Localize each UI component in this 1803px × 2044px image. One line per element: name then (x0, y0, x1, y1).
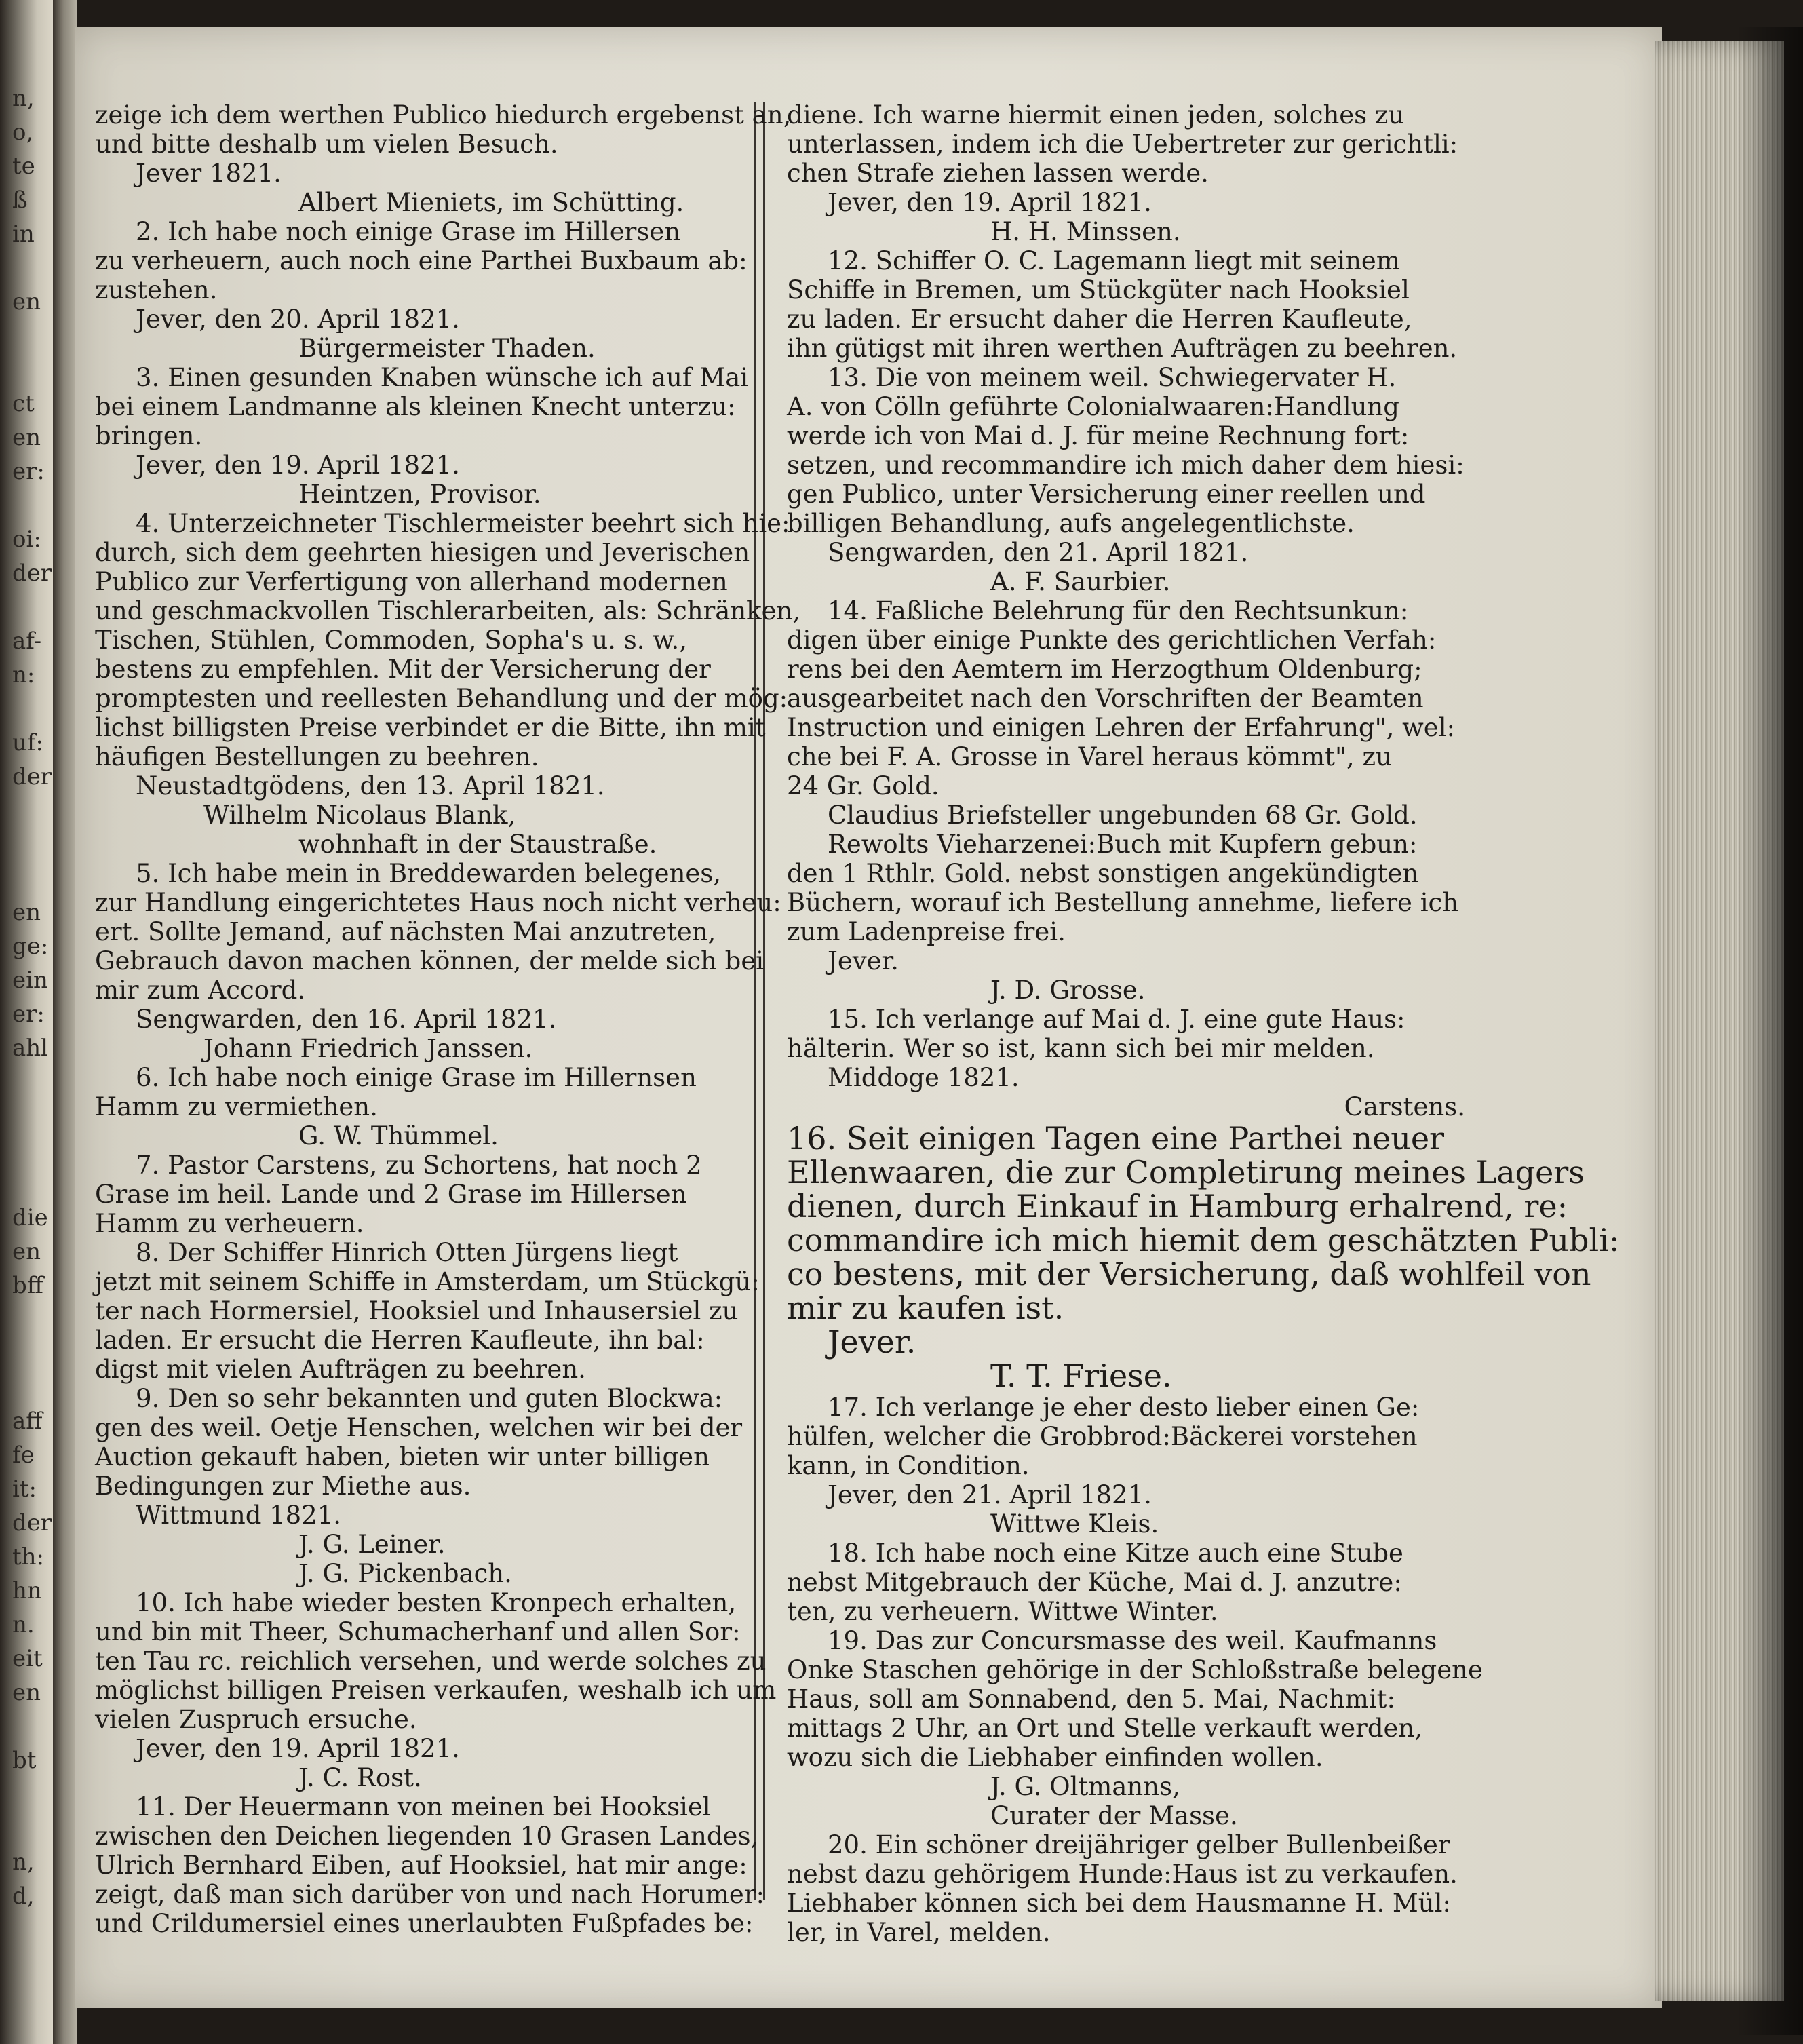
text-line: Jever. (828, 946, 899, 976)
edge-fragment (12, 1133, 53, 1167)
text-line: Albert Mieniets, im Schütting. (298, 188, 684, 217)
text-line: Jever, den 19. April 1821. (828, 188, 1152, 217)
text-line: bringen. (95, 421, 203, 450)
text-line: Bedingungen zur Miethe aus. (95, 1471, 471, 1501)
edge-fragment: en (12, 424, 41, 451)
edge-fragment (12, 1777, 53, 1811)
edge-fragment: ahl (12, 1035, 49, 1062)
text-line: zwischen den Deichen liegenden 10 Grasen Landes, (95, 1821, 759, 1851)
text-line: Publico zur Verfertigung von allerhand modernen (95, 567, 728, 596)
column-divider (754, 102, 765, 1900)
text-line: billigen Behandlung, aufs angelegentlichste. (787, 509, 1355, 538)
edge-fragment: en (12, 1679, 41, 1706)
text-line: 10. Ich habe wieder besten Kronpech erhalten, (136, 1588, 737, 1617)
text-line: mir zum Accord. (95, 976, 306, 1005)
text-line: und Crildumersiel eines unerlaubten Fußpfades be: (95, 1909, 754, 1938)
edge-fragment (12, 251, 53, 285)
text-line: werde ich von Mai d. J. für meine Rechnung fort: (787, 421, 1410, 450)
text-line: Büchern, worauf ich Bestellung annehme, liefere ich (787, 888, 1459, 917)
text-line: 4. Unterzeichneter Tischlermeister beehrt sich hie: (136, 509, 790, 538)
edge-fragment: ge: (12, 933, 49, 960)
text-line: che bei F. A. Grosse in Varel heraus kömmt", zu (787, 742, 1392, 771)
edge-fragment (12, 1099, 53, 1133)
text-line: Hamm zu vermiethen. (95, 1092, 378, 1121)
text-line: Liebhaber können sich bei dem Hausmanne H. Mül: (787, 1889, 1451, 1918)
text-line: promptesten und reellesten Behandlung und der mög: (95, 684, 788, 713)
edge-fragment: die (12, 1204, 48, 1231)
text-line: nebst Mitgebrauch der Küche, Mai d. J. anzutre: (787, 1568, 1402, 1597)
edge-fragment: n: (12, 661, 35, 689)
edge-fragment: in (12, 220, 35, 248)
text-line: 12. Schiffer O. C. Lagemann liegt mit seinem (828, 246, 1400, 275)
text-line: gen Publico, unter Versicherung einer reellen und (787, 480, 1426, 509)
text-line: Jever, den 20. April 1821. (136, 305, 460, 334)
text-line: 8. Der Schiffer Hinrich Otten Jürgens liegt (136, 1238, 678, 1267)
text-line: Johann Friedrich Janssen. (203, 1034, 533, 1063)
text-line: zu verheuern, auch noch eine Parthei Buxbaum ab: (95, 246, 748, 275)
text-line: Gebrauch davon machen können, der melde sich bei (95, 946, 764, 976)
text-line: T. T. Friese. (990, 1357, 1172, 1394)
edge-fragment: ß (12, 187, 28, 214)
text-line: vielen Zuspruch ersuche. (95, 1705, 417, 1734)
text-line: Wilhelm Nicolaus Blank, (203, 801, 516, 830)
text-line: zum Ladenpreise frei. (787, 917, 1066, 946)
right-column (787, 100, 1620, 1947)
text-line: zustehen. (95, 275, 218, 305)
edge-fragment: n, (12, 85, 35, 112)
text-line: G. W. Thümmel. (298, 1121, 499, 1151)
text-line: digen über einige Punkte des gerichtlichen Verfah: (787, 625, 1437, 655)
edge-fragment (12, 828, 53, 862)
text-line: hülfen, welcher die Grobbrod:Bäckerei vorstehen (787, 1422, 1418, 1451)
text-line: möglichst billigen Preisen verkaufen, weshalb ich um (95, 1676, 777, 1705)
text-line: diene. Ich warne hiermit einen jeden, solches zu (787, 100, 1405, 130)
text-line: jetzt mit seinem Schiffe in Amsterdam, um Stückgü: (95, 1267, 760, 1296)
text-line: ter nach Hormersiel, Hooksiel und Inhausersiel zu (95, 1296, 739, 1326)
edge-fragment: en (12, 1238, 41, 1265)
text-line: 20. Ein schöner dreijähriger gelber Bullenbeißer (828, 1830, 1450, 1859)
text-line: nebst dazu gehörigem Hunde:Haus ist zu verkaufen. (787, 1859, 1458, 1889)
text-line: zur Handlung eingerichtetes Haus noch nicht verheu: (95, 888, 781, 917)
text-line: Sengwarden, den 16. April 1821. (136, 1005, 557, 1034)
text-line: Wittwe Kleis. (990, 1509, 1159, 1539)
edge-fragment (12, 862, 53, 895)
text-line: 18. Ich habe noch eine Kitze auch eine Stube (828, 1539, 1403, 1568)
text-line: Claudius Briefsteller ungebunden 68 Gr. Gold. (828, 801, 1418, 830)
text-line: Bürgermeister Thaden. (298, 334, 596, 363)
edge-fragment: it: (12, 1476, 37, 1503)
left-page-edge (0, 0, 53, 2044)
edge-fragment: der (12, 560, 52, 587)
text-line: 19. Das zur Concursmasse des weil. Kaufmanns (828, 1626, 1437, 1655)
text-line: Carstens. (1344, 1092, 1465, 1121)
edge-fragment (12, 1811, 53, 1845)
edge-fragment: er: (12, 458, 45, 485)
edge-fragment (12, 353, 53, 387)
text-line: Haus, soll am Sonnabend, den 5. Mai, Nachmit: (787, 1684, 1395, 1714)
text-line: und bitte deshalb um vielen Besuch. (95, 130, 558, 159)
edge-fragment: bt (12, 1747, 37, 1774)
text-line: 24 Gr. Gold. (787, 771, 939, 801)
text-line: Middoge 1821. (828, 1063, 1020, 1092)
edge-fragment (12, 1370, 53, 1404)
text-line: digst mit vielen Aufträgen zu beehren. (95, 1355, 586, 1384)
text-line: zeigt, daß man sich darüber von und nach Horumer: (95, 1880, 764, 1909)
text-line: 15. Ich verlange auf Mai d. J. eine gute Haus: (828, 1005, 1405, 1034)
text-line: zeige ich dem werthen Publico hiedurch ergebenst an, (95, 100, 792, 130)
text-line: Auction gekauft haben, bieten wir unter billigen (95, 1442, 710, 1471)
edge-fragment: o, (12, 119, 34, 146)
edge-fragment: der (12, 1509, 52, 1537)
text-line: kann, in Condition. (787, 1451, 1030, 1480)
text-line: Tischen, Stühlen, Commoden, Sopha's u. s. w., (95, 625, 688, 655)
text-line: Schiffe in Bremen, um Stückgüter nach Hooksiel (787, 275, 1410, 305)
text-line: setzen, und recommandire ich mich daher dem hiesi: (787, 450, 1465, 480)
edge-fragment: te (12, 153, 35, 180)
text-line: 17. Ich verlange je eher desto lieber einen Ge: (828, 1393, 1420, 1422)
text-line: dienen, durch Einkauf in Hamburg erhalrend, re: (787, 1188, 1568, 1225)
text-line: Jever 1821. (136, 159, 282, 188)
text-line: Grase im heil. Lande und 2 Grase im Hillersen (95, 1180, 687, 1209)
text-line: Rewolts Vieharzenei:Buch mit Kupfern gebun: (828, 830, 1418, 859)
text-line: Heintzen, Provisor. (298, 480, 541, 509)
left-page-fragments (12, 81, 53, 1913)
edge-fragment: aff (12, 1408, 43, 1435)
text-line: Hamm zu verheuern. (95, 1209, 364, 1238)
text-line: zu laden. Er ersucht daher die Herren Kaufleute, (787, 305, 1412, 334)
text-line: 5. Ich habe mein in Breddewarden belegenes, (136, 859, 722, 888)
text-line: J. G. Pickenbach. (298, 1559, 512, 1588)
edge-fragment: d, (12, 1883, 35, 1910)
edge-fragment: en (12, 899, 41, 926)
edge-fragment: bff (12, 1272, 43, 1299)
text-line: den 1 Rthlr. Gold. nebst sonstigen angekündigten (787, 859, 1419, 888)
text-line: häufigen Bestellungen zu beehren. (95, 742, 539, 771)
text-line: und bin mit Theer, Schumacherhanf und allen Sor: (95, 1617, 741, 1646)
text-line: ten Tau rc. reichlich versehen, und werde solches zu (95, 1646, 767, 1676)
text-line: Jever, den 19. April 1821. (136, 1734, 460, 1763)
edge-fragment: af- (12, 628, 42, 655)
text-line: wohnhaft in der Staustraße. (298, 830, 657, 859)
text-line: Instruction und einigen Lehren der Erfahrung", wel: (787, 713, 1455, 742)
edge-fragment (12, 1065, 53, 1099)
text-line: bei einem Landmanne als kleinen Knecht unterzu: (95, 392, 736, 421)
edge-fragment (12, 692, 53, 726)
text-line: gen des weil. Oetje Henschen, welchen wir bei der (95, 1413, 743, 1442)
text-line: Sengwarden, den 21. April 1821. (828, 538, 1249, 567)
text-line: A. von Cölln geführte Colonialwaaren:Handlung (787, 392, 1399, 421)
text-line: Ellenwaaren, die zur Completirung meines Lagers (787, 1154, 1585, 1191)
text-line: Onke Staschen gehörige in der Schloßstraße belegene (787, 1655, 1483, 1684)
edge-fragment: hn (12, 1577, 42, 1604)
text-line: Neustadtgödens, den 13. April 1821. (136, 771, 605, 801)
text-line: 16. Seit einigen Tagen eine Parthei neuer (787, 1120, 1445, 1157)
text-line: 11. Der Heuermann von meinen bei Hooksiel (136, 1792, 711, 1821)
edge-fragment (12, 488, 53, 522)
text-line: ler, in Varel, melden. (787, 1918, 1051, 1947)
edge-fragment (12, 1303, 53, 1336)
edge-fragment (12, 1167, 53, 1201)
text-line: J. D. Grosse. (990, 976, 1146, 1005)
text-line: bestens zu empfehlen. Mit der Versicherung der (95, 655, 711, 684)
text-line: J. G. Leiner. (298, 1530, 446, 1559)
text-line: J. G. Oltmanns, (990, 1772, 1180, 1801)
text-line: 14. Faßliche Belehrung für den Rechtsunkun: (828, 596, 1409, 625)
text-line: laden. Er ersucht die Herren Kaufleute, ihn bal: (95, 1326, 705, 1355)
text-line: ihn gütigst mit ihren werthen Aufträgen zu beehren. (787, 334, 1458, 363)
edge-fragment: en (12, 288, 41, 315)
edge-fragment: oi: (12, 526, 41, 553)
edge-fragment: der (12, 763, 52, 790)
text-line: Jever. (828, 1324, 916, 1360)
text-line: Ulrich Bernhard Eiben, auf Hooksiel, hat mir ange: (95, 1851, 748, 1880)
page-stack-shadow (1737, 27, 1803, 2035)
text-line: 2. Ich habe noch einige Grase im Hillersen (136, 217, 681, 246)
text-line: ten, zu verheuern. Wittwe Winter. (787, 1597, 1218, 1626)
text-line: 7. Pastor Carstens, zu Schortens, hat noch 2 (136, 1151, 702, 1180)
edge-fragment: n, (12, 1849, 35, 1876)
text-line: und geschmackvollen Tischlerarbeiten, als: Schränken, (95, 596, 801, 625)
edge-fragment: ein (12, 967, 48, 994)
text-line: durch, sich dem geehrten hiesigen und Jeverischen (95, 538, 750, 567)
text-line: H. H. Minssen. (990, 217, 1181, 246)
text-line: Curater der Masse. (990, 1801, 1238, 1830)
edge-fragment (12, 1710, 53, 1743)
text-line: ert. Sollte Jemand, auf nächsten Mai anzutreten, (95, 917, 716, 946)
text-line: Jever, den 21. April 1821. (828, 1480, 1152, 1509)
text-line: Jever, den 19. April 1821. (136, 450, 460, 480)
text-line: 9. Den so sehr bekannten und guten Blockwa: (136, 1384, 723, 1413)
text-line: chen Strafe ziehen lassen werde. (787, 159, 1209, 188)
text-line: A. F. Saurbier. (990, 567, 1171, 596)
text-line: unterlassen, indem ich die Uebertreter zur gerichtli: (787, 130, 1458, 159)
text-line: J. C. Rost. (298, 1763, 422, 1792)
text-line: hälterin. Wer so ist, kann sich bei mir melden. (787, 1034, 1375, 1063)
text-line: mittags 2 Uhr, an Ort und Stelle verkauft werden, (787, 1714, 1422, 1743)
edge-fragment (12, 794, 53, 828)
edge-fragment: n. (12, 1611, 35, 1638)
edge-fragment: th: (12, 1543, 45, 1570)
edge-fragment: ct (12, 390, 35, 417)
text-line: 3. Einen gesunden Knaben wünsche ich auf Mai (136, 363, 749, 392)
text-line: mir zu kaufen ist. (787, 1290, 1064, 1326)
edge-fragment (12, 319, 53, 353)
text-line: 6. Ich habe noch einige Grase im Hillernsen (136, 1063, 697, 1092)
text-line: co bestens, mit der Versicherung, daß wohlfeil von (787, 1256, 1591, 1292)
text-line: commandire ich mich hiemit dem geschätzten Publi: (787, 1222, 1620, 1258)
text-line: Wittmund 1821. (136, 1501, 342, 1530)
text-line: lichst billigsten Preise verbindet er die Bitte, ihn mit (95, 713, 766, 742)
left-column (95, 100, 801, 1938)
book-gutter (53, 0, 77, 2044)
edge-fragment: fe (12, 1442, 35, 1469)
edge-fragment: uf: (12, 729, 43, 756)
edge-fragment (12, 590, 53, 624)
text-line: 13. Die von meinem weil. Schwiegervater H. (828, 363, 1397, 392)
text-line: ausgearbeitet nach den Vorschriften der Beamten (787, 684, 1424, 713)
edge-fragment: er: (12, 1001, 45, 1028)
edge-fragment: eit (12, 1645, 43, 1672)
edge-fragment (12, 1336, 53, 1370)
text-line: rens bei den Aemtern im Herzogthum Oldenburg; (787, 655, 1422, 684)
text-line: wozu sich die Liebhaber einfinden wollen. (787, 1743, 1323, 1772)
